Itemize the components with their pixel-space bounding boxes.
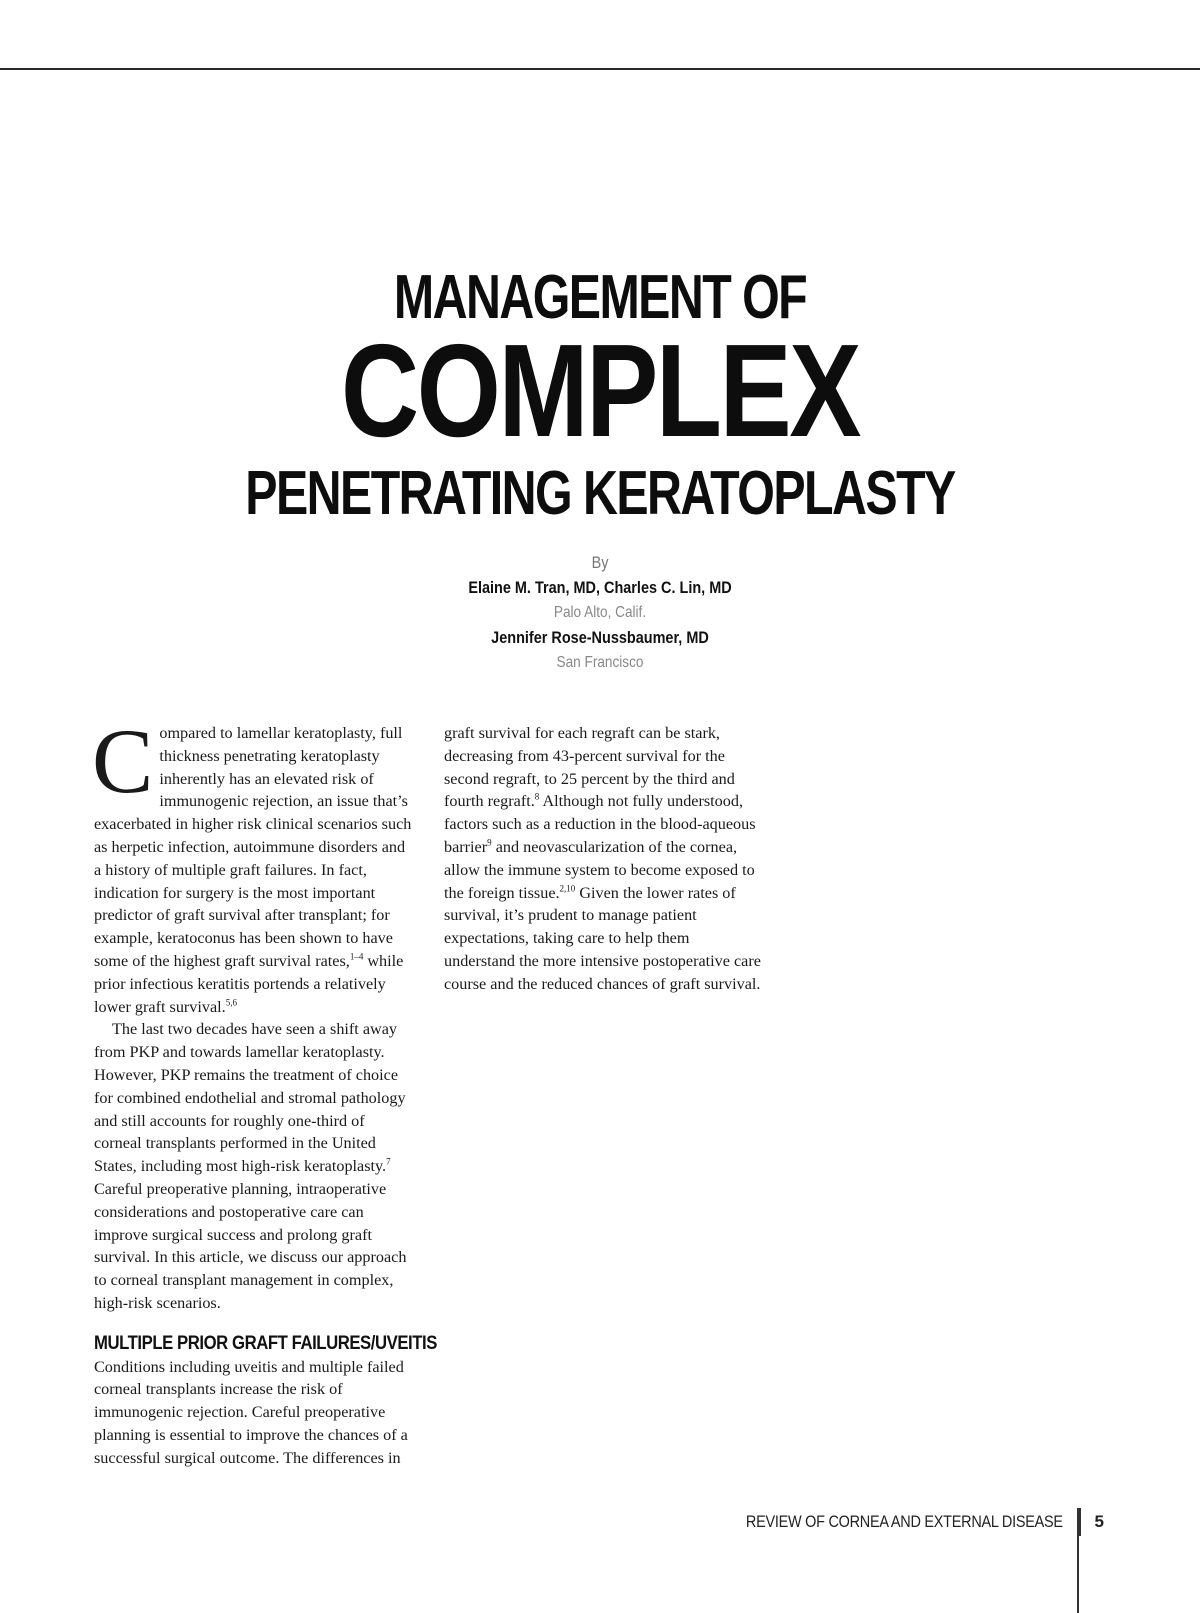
- byline-by: By: [591, 553, 609, 572]
- byline-place-1: Palo Alto, Calif.: [553, 604, 647, 621]
- drop-cap: C: [92, 710, 154, 812]
- column-3: [794, 722, 1112, 1478]
- paragraph-1: Compared to lamellar keratoplasty, full thickness penetrating keratoplasty inherently has an elevated risk of immunogenic rejection, an issue that’s exacerbated in higher risk clinical scenarios such as herpetic infection, autoimmune disorders and a history of multiple graft failures. In fact, indication for surgery is the most important predictor of graft survival after transplant; for example, keratoconus has been shown to have some of the highest graft survival rates,$^{1-4}$ while prior infectious keratitis portends a relatively lower graft survival.$^{5,6}$: [92, 710, 412, 1016]
- byline-place-2: San Francisco: [556, 654, 644, 671]
- byline-authors-2: Jennifer Rose-Nussbaumer, MD: [491, 628, 709, 647]
- column-1: [92, 710, 437, 1478]
- citation: 1–4: [349, 951, 364, 962]
- paragraph-3: Conditions including uveitis and multiple failed corneal transplants increase the risk of immunogenic rejection. Careful preoperative planning is essential to improve the chances of a successful surgical outcome. The differences in: [94, 1357, 408, 1467]
- citation: 8: [534, 792, 540, 802]
- paragraph-2: The last two decades have seen a shift away from PKP and towards lamellar keratoplasty. However, PKP remains the treatment of choice for combined endothelial and stromal pathology and still accounts for roughly one-third of corneal transplants performed in the United States, including most high-risk keratoplasty.$^7$ Careful preoperative planning, intraoperative considerations and postoperative care can improve surgical success and prolong graft survival. In this article, we discuss our approach to corneal transplant management in complex, high-risk scenarios.: [94, 1020, 407, 1312]
- citation: 7: [386, 1156, 391, 1167]
- footer-vertical-rule: [1077, 1508, 1079, 1613]
- citation: 2,10: [559, 883, 576, 894]
- title-line-2: COMPLEX: [340, 317, 860, 464]
- section-heading: MULTIPLE PRIOR GRAFT FAILURES/UVEITIS: [94, 1332, 437, 1354]
- title-line-1: MANAGEMENT OF: [393, 263, 807, 332]
- citation: 9: [487, 837, 492, 848]
- paragraph-3: graft survival for each regraft can be stark, decreasing from 43-percent survival for the second regraft, to 25 percent by the third and fourth regraft.$^8$ Although not fully understood, factors such as a reduction in the blood-aqueous barrier$^9$ and neovascularization of the cornea, allow the immune system to become exposed to the foreign tissue.$^{2,10}$ Given the lower rates of survival, it’s prudent to manage patient expectations, taking care to help them understand the more intensive postoperative care course and the reduced chances of graft survival.: [444, 724, 761, 993]
- top-rule: [0, 68, 1200, 70]
- page-number: 5: [1094, 1512, 1104, 1531]
- page-footer: [690, 1508, 1104, 1536]
- byline-authors-1: Elaine M. Tran, MD, Charles C. Lin, MD: [468, 578, 732, 597]
- byline: [0, 550, 1200, 675]
- citation: 5,6: [225, 997, 237, 1008]
- column-2: [444, 722, 762, 1478]
- title-line-3: PENETRATING KERATOPLASTY: [245, 459, 955, 528]
- journal-name: REVIEW OF CORNEA AND EXTERNAL DISEASE: [745, 1512, 1063, 1531]
